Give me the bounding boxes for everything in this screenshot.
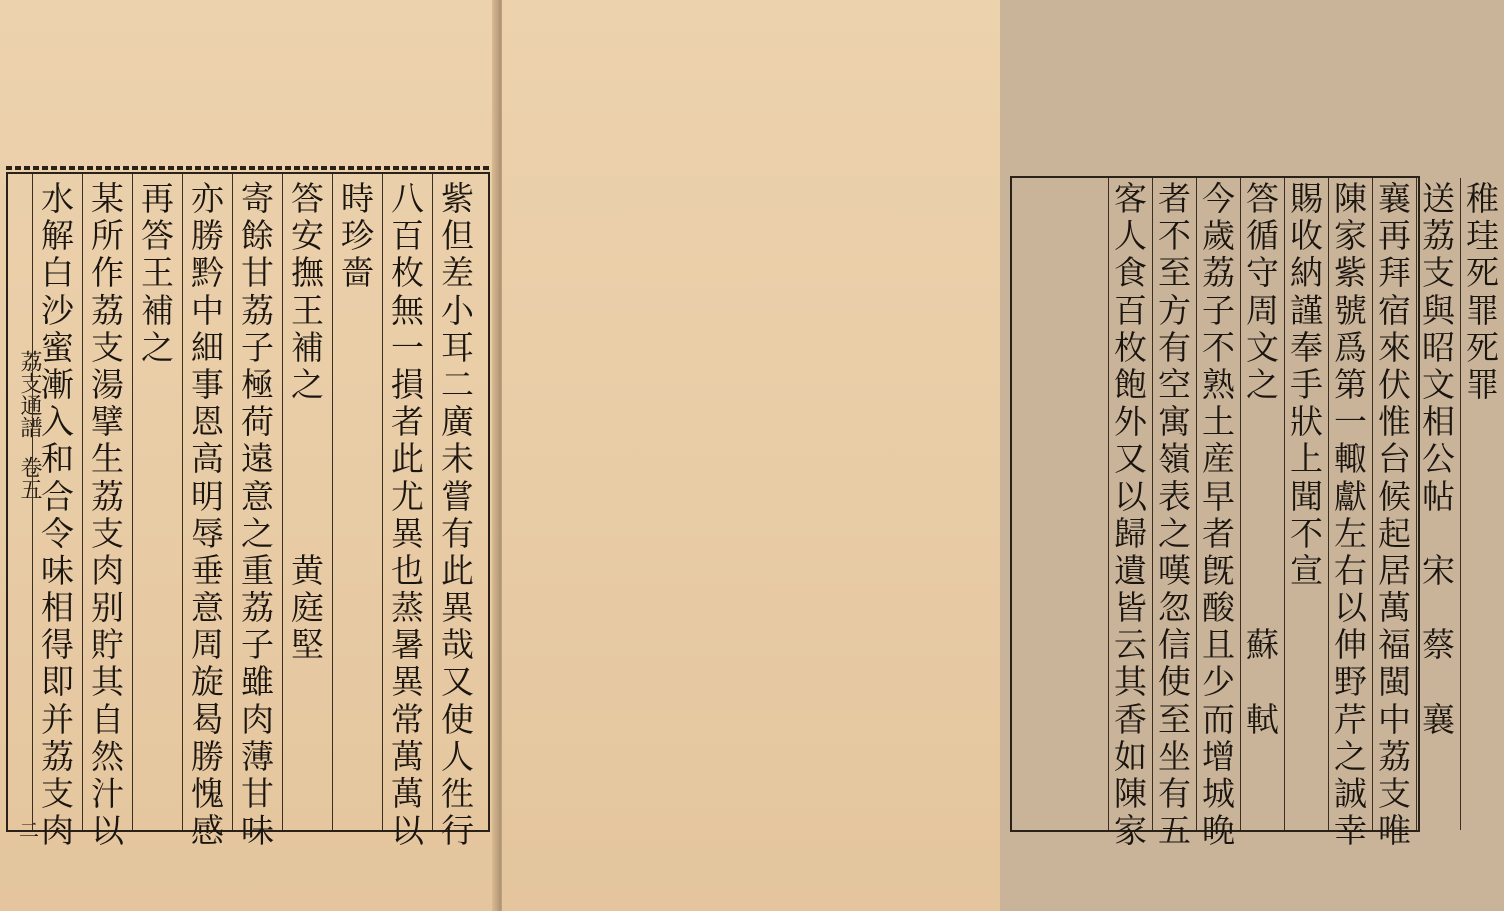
right-column-text-7: 今 歲 荔 子 不 熟 土 産 早 者 旣 酸 且 少 而 增 城 晚 (1202, 179, 1235, 851)
left-column-text-2: 八 百 枚 無 一 損 者 此 尤 異 也 蒸 暑 異 常 萬 萬 以 (391, 179, 424, 851)
right-column-text-1: 稚 珪 死 罪 死 罪 (1466, 179, 1499, 404)
page-number: 二 (19, 818, 39, 842)
left-column-8 (82, 174, 132, 851)
left-column-4 (282, 174, 332, 830)
right-column-5 (1284, 178, 1328, 830)
left-column-1 (432, 174, 482, 851)
left-column-text-4: 答 安 撫 王 補 之 黄 庭 堅 (291, 179, 324, 665)
right-column-3 (1372, 178, 1416, 851)
left-column-7 (132, 174, 182, 830)
right-column-text-9: 客 人 食 百 枚 飽 外 又 以 歸 遺 皆 云 其 香 如 陳 家 (1114, 179, 1147, 851)
right-column-text-6: 答 循 守 周 文 之 蘇 軾 (1246, 179, 1279, 739)
right-column-text-5: 賜 收 納 謹 奉 手 狀 上 聞 不 宣 (1290, 179, 1323, 590)
right-text-frame (1010, 176, 1499, 851)
right-column-6 (1240, 178, 1284, 830)
left-column-text-3: 時 珍 嗇 (341, 179, 374, 293)
left-text-frame (6, 172, 490, 851)
left-column-text-5: 寄 餘 甘 荔 子 極 荷 遠 意 之 重 荔 子 雖 肉 薄 甘 味 (241, 179, 274, 851)
left-column-text-8: 某 所 作 荔 支 湯 擘 生 荔 支 肉 别 貯 其 自 然 汁 以 (91, 179, 124, 851)
right-column-2 (1416, 178, 1460, 830)
left-column-3 (332, 174, 382, 830)
left-column-9 (32, 174, 82, 851)
left-column-2 (382, 174, 432, 851)
page-border-top (6, 166, 490, 170)
right-column-text-2: 送 荔 支 與 昭 文 相 公 帖 宋 蔡 襄 (1422, 179, 1455, 739)
right-column-text-4: 陳 家 紫 號 爲 第 一 輙 獻 左 右 以 伸 野 芹 之 誠 幸 (1334, 179, 1367, 851)
left-page (0, 0, 498, 911)
left-column-text-6: 亦 勝 黔 中 細 事 恩 高 明 辱 垂 意 周 旋 曷 勝 愧 感 (191, 179, 224, 851)
right-page (502, 0, 1499, 911)
right-column-7 (1196, 178, 1240, 851)
left-column-text-7: 再 答 王 補 之 (141, 179, 174, 367)
right-column-9 (1108, 178, 1152, 851)
right-column-text-3: 襄 再 拜 宿 來 伏 惟 台 候 起 居 萬 福 閩 中 荔 支 唯 (1378, 179, 1411, 851)
right-column-1 (1460, 178, 1504, 830)
left-column-text-9: 水 解 白 沙 蜜 漸 入 和 合 令 味 相 得 即 并 荔 支 肉 (41, 179, 74, 851)
margin-title: 荔支通譜 (17, 350, 42, 438)
right-column-text-8: 者 不 至 方 有 空 寓 嶺 表 之 嘆 忽 信 使 至 坐 有 五 (1158, 179, 1191, 851)
left-column-6 (182, 174, 232, 851)
right-column-4 (1328, 178, 1372, 851)
left-column-text-1: 紫 但 差 小 耳 二 廣 未 嘗 有 此 異 哉 又 使 人 徃 行 (441, 179, 474, 851)
margin-volume: 卷五 (17, 456, 42, 500)
right-column-8 (1152, 178, 1196, 851)
left-column-5 (232, 174, 282, 851)
